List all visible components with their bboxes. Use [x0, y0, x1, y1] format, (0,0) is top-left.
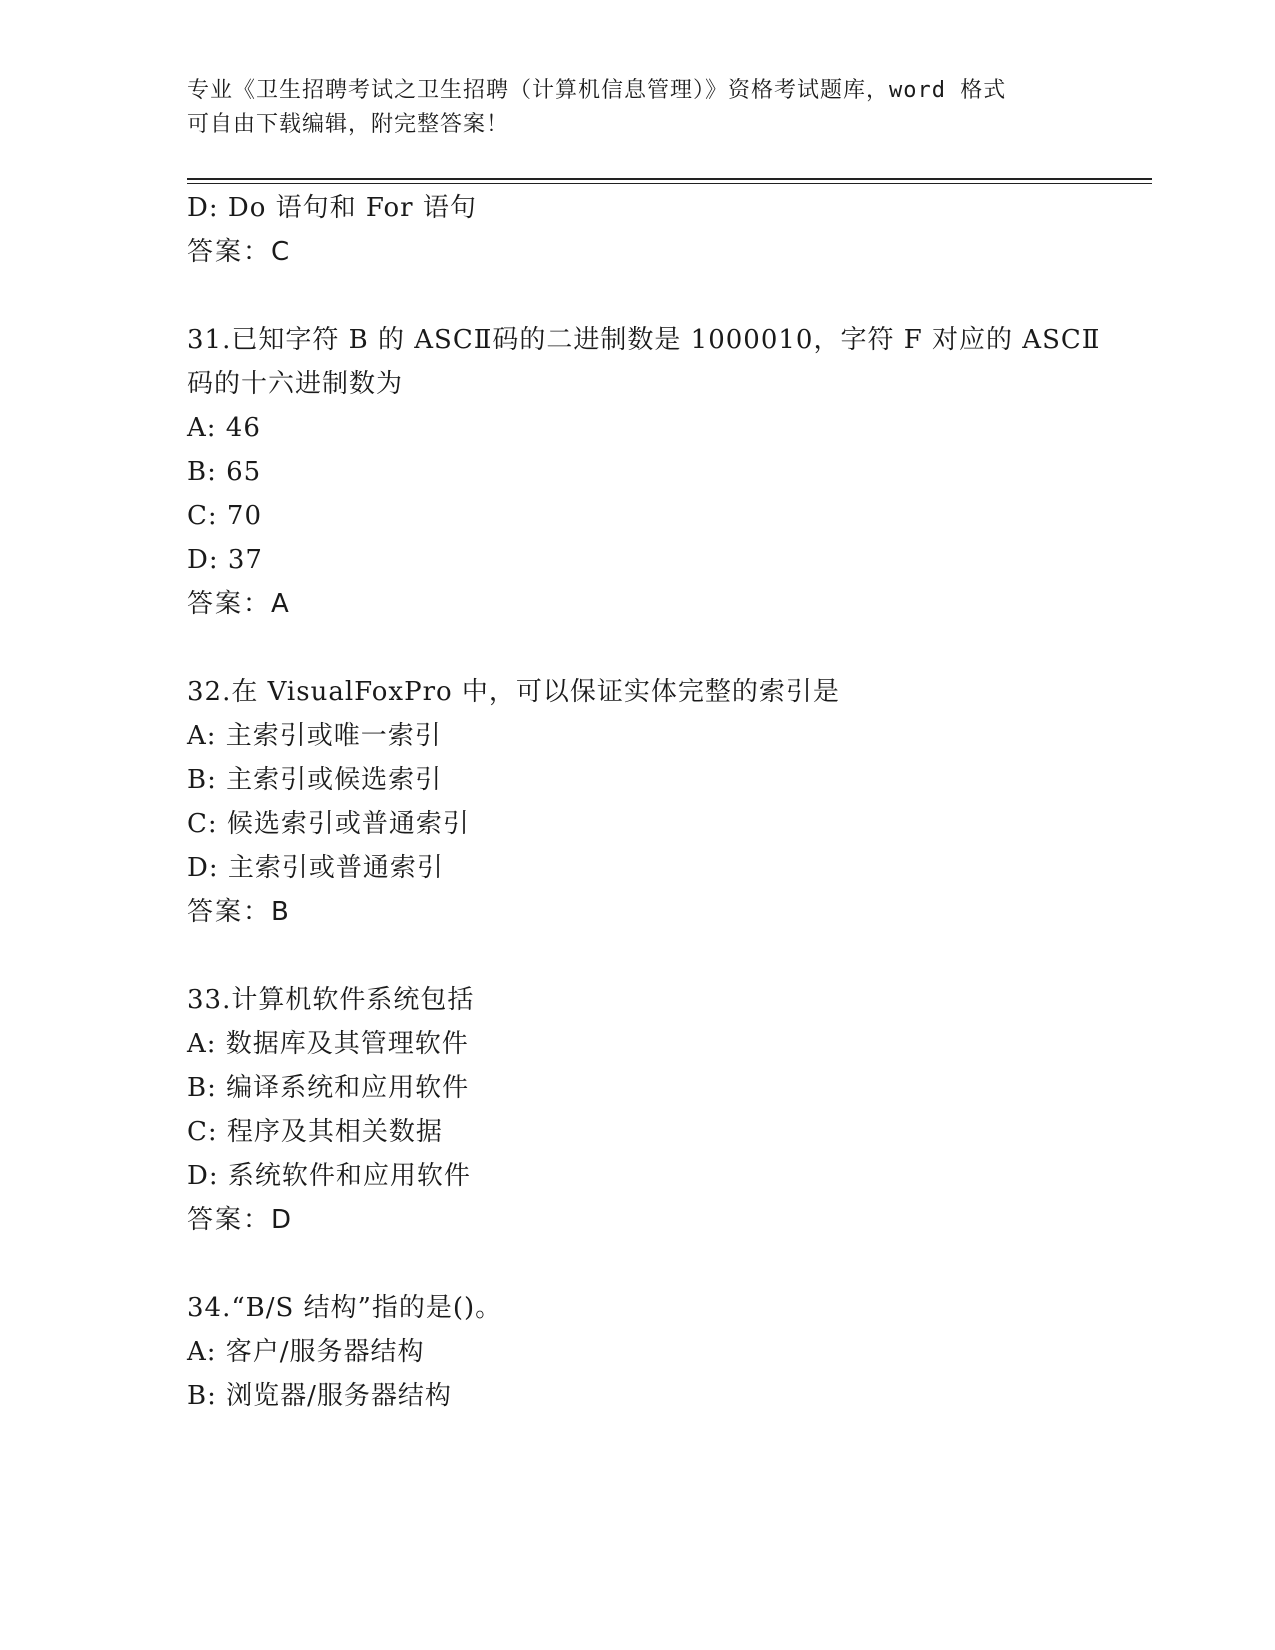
- q31-option-c: C: 70: [187, 501, 263, 531]
- q33-option-d: D: 系统软件和应用软件: [187, 1161, 471, 1191]
- q31-option-b: B: 65: [187, 457, 262, 487]
- q33-answer: 答案：D: [187, 1205, 294, 1235]
- q32-option-a: A: 主索引或唯一索引: [187, 721, 442, 751]
- q34-stem: 34.“B/S 结构”指的是()。: [187, 1293, 503, 1323]
- q33-option-c: C: 程序及其相关数据: [187, 1117, 443, 1147]
- q32-option-d: D: 主索引或普通索引: [187, 853, 444, 883]
- header-divider-thin: [187, 183, 1152, 184]
- q32-option-c: C: 候选索引或普通索引: [187, 809, 470, 839]
- q31-option-a: A: 46: [187, 413, 261, 443]
- q33-option-a: A: 数据库及其管理软件: [187, 1029, 469, 1059]
- q31-option-d: D: 37: [187, 545, 263, 575]
- q32-option-b: B: 主索引或候选索引: [187, 765, 443, 795]
- q34-option-b: B: 浏览器/服务器结构: [187, 1381, 452, 1411]
- header-line-2: 可自由下载编辑，附完整答案！: [187, 112, 510, 137]
- header-divider-thick: [187, 178, 1152, 180]
- document-header: [187, 74, 1087, 142]
- q30-answer: 答案：C: [187, 237, 292, 267]
- q32-answer: 答案：B: [187, 897, 291, 927]
- q31-answer: 答案：A: [187, 589, 291, 619]
- q30-option-d: D: Do 语句和 For 语句: [187, 193, 477, 223]
- q31-stem-line-2: 码的十六进制数为: [187, 369, 404, 399]
- q34-option-a: A: 客户/服务器结构: [187, 1337, 425, 1367]
- header-line-1: 专业《卫生招聘考试之卫生招聘（计算机信息管理）》资格考试题库，word 格式: [187, 78, 1007, 103]
- q33-option-b: B: 编译系统和应用软件: [187, 1073, 470, 1103]
- q32-stem: 32.在 VisualFoxPro 中，可以保证实体完整的索引是: [187, 677, 840, 707]
- q31-stem-line-1: 31.已知字符 B 的 ASCⅡ码的二进制数是 1000010，字符 F 对应的 ASCⅡ: [187, 325, 1101, 355]
- q33-stem: 33.计算机软件系统包括: [187, 985, 475, 1015]
